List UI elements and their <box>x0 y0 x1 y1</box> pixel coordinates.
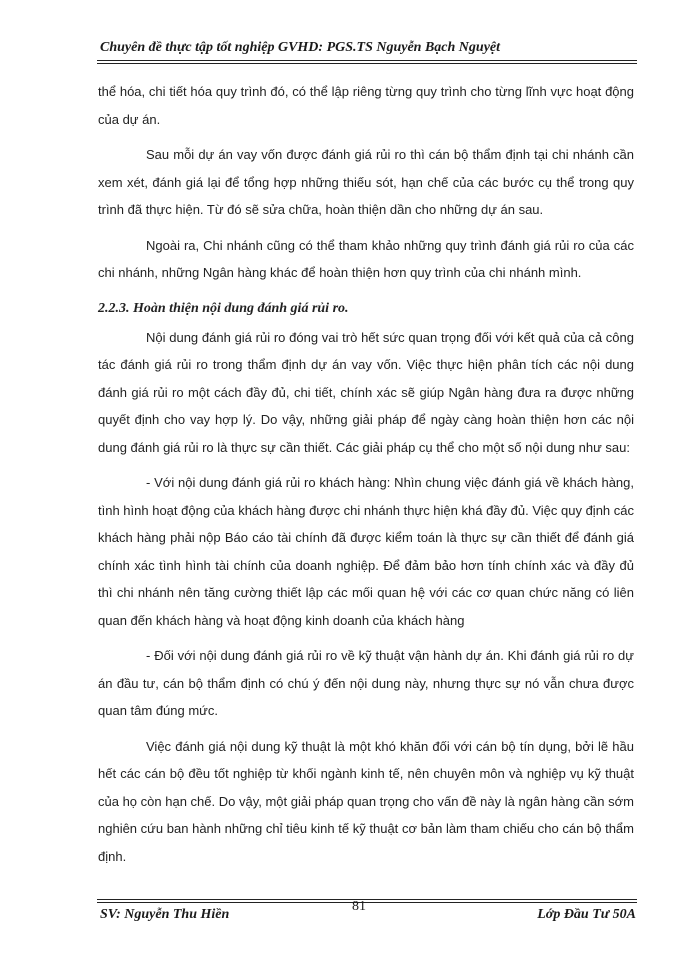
footer-student-name: SV: Nguyễn Thu Hiền <box>100 907 230 922</box>
paragraph-continuation: thể hóa, chi tiết hóa quy trình đó, có thể lập riêng từng quy trình cho từng lĩnh vực hoạt động của dự án. <box>98 84 634 127</box>
page-header-title: Chuyên đề thực tập tốt nghiệp GVHD: PGS.TS Nguyễn Bạch Nguyệt <box>100 40 501 55</box>
paragraph-reference-other-branches: Ngoài ra, Chi nhánh cũng có thể tham khảo những quy trình đánh giá rủi ro của các chi nhánh, những Ngân hàng khác để hoàn thiện hơn quy trình của chi nhánh mình. <box>98 237 634 280</box>
page-number: 81 <box>352 899 366 914</box>
page-footer <box>100 899 636 925</box>
paragraph-risk-content-role: Nội dung đánh giá rủi ro đóng vai trò hết sức quan trọng đối với kết quả của cả công tác đánh giá rủi ro trong thẩm định dự án vay vốn. Việc thực hiện phân tích các nội dung đánh giá rủi ro một cách đầy đủ, chi tiết, chính xác sẽ giúp Ngân hàng đưa ra được những quyết định cho vay hợp lý. Do vậy, những giải pháp để ngày càng hoàn thiện hơn các nội dung đánh giá rủi ro là thực sự cần thiết. Các giải pháp cụ thể cho một số nội dung như sau: <box>98 329 634 455</box>
footer-class-name: Lớp Đầu Tư 50A <box>537 907 636 922</box>
paragraph-customer-risk: - Với nội dung đánh giá rủi ro khách hàng: Nhìn chung việc đánh giá về khách hàng, tình hình hoạt động của khách hàng được chi nhánh thực hiện khá đầy đủ. Việc quy định các khách hàng phải nộp Báo cáo tài chính đã được kiểm toán là thực sự cần thiết để đánh giá chính xác tình hình tài chính của doanh nghiệp. Để đảm bảo hơn tính chính xác và đầy đủ thì chi nhánh nên tăng cường thiết lập các mối quan hệ với các cơ quan chức năng có liên quan đến khách hàng và hoạt động kinh doanh của khách hàng <box>98 475 634 628</box>
header-rule-top <box>97 60 637 61</box>
section-heading: 2.2.3. Hoàn thiện nội dung đánh giá rủi ro. <box>98 300 349 316</box>
footer-rule-top <box>97 899 637 900</box>
paragraph-technical-risk: - Đối với nội dung đánh giá rủi ro về kỹ thuật vận hành dự án. Khi đánh giá rủi ro dự án đầu tư, cán bộ thẩm định có chú ý đến nội dung này, nhưng thực sự nó vẫn chưa được quan tâm đúng mức. <box>98 648 634 718</box>
paragraph-technical-assessment: Việc đánh giá nội dung kỹ thuật là một khó khăn đối với cán bộ tín dụng, bởi lẽ hầu hết các cán bộ đều tốt nghiệp từ khối ngành kinh tế, nên chuyên môn và nghiệp vụ kỹ thuật của họ còn hạn chế. Do vậy, một giải pháp quan trọng cho vấn đề này là ngân hàng cần sớm nghiên cứu ban hành những chỉ tiêu kinh tế kỹ thuật cơ bản làm tham chiếu cho cán bộ thẩm định. <box>98 738 634 864</box>
document-body <box>98 78 634 878</box>
header-rule-bottom <box>97 63 637 64</box>
paragraph-review-after-project: Sau mỗi dự án vay vốn được đánh giá rủi ro thì cán bộ thẩm định tại chi nhánh cần xem xét, đánh giá lại để tổng hợp những thiếu sót, hạn chế của các bước cụ thể trong quy trình đã thực hiện. Từ đó sẽ sửa chữa, hoàn thiện dần cho những dự án sau. <box>98 147 634 217</box>
footer-rule-bottom <box>97 902 637 903</box>
